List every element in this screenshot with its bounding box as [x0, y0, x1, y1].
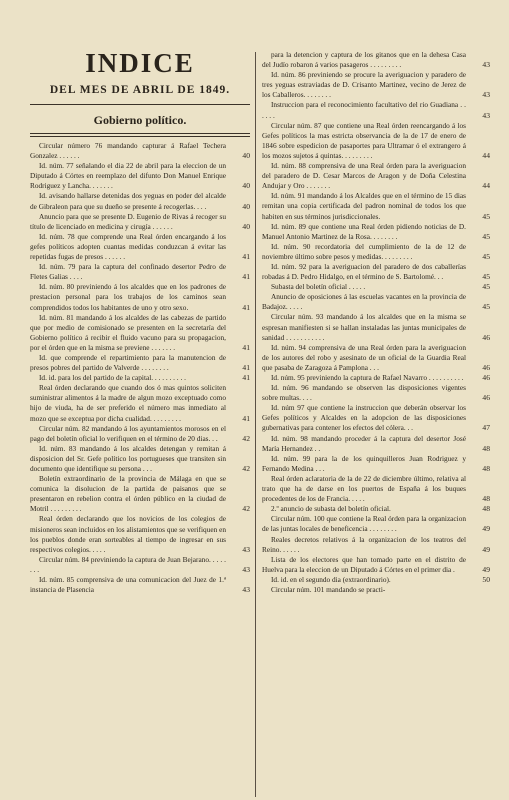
- entry-text: Id. núm. 94 comprensiva de una Real órden para la averiguacion de los autores del robo y asesinato de un oficial de la Guardia Real que pasaba de Zaragoza á Pamplona . . .: [262, 342, 466, 372]
- entry-text: Id. id. en el segundo dia (extraordinario).: [271, 574, 391, 584]
- index-entry: [262, 50, 490, 70]
- index-entry: [262, 161, 490, 191]
- entry-page-number: 49: [482, 524, 490, 534]
- entry-page-number: 49: [482, 564, 490, 574]
- entry-text: Id. núm. 77 señalando el dia 22 de abril para la eleccion de un Diputado á Córtes en reemplazo del difunto Don Manuel Enrique Rodriguez y Lancha. . . . . . .: [30, 161, 226, 191]
- entry-text: 2.º anuncio de subasta del boletín oficial.: [271, 504, 391, 514]
- index-entry: [30, 262, 250, 282]
- entry-page-number: 43: [482, 110, 490, 120]
- entry-text: Circular núm. 93 mandando á los alcaldes que en la misma se espresan manifiesten si se hallan instaladas las juntas municipales de sanidad . . . . . . . . . . .: [262, 312, 466, 342]
- entry-text: Id. núm. 88 comprensiva de una Real órden para la averiguacion del paradero de D. Cesar Marcos de Aragon y de Doña Celestina Andujar y Oro . . . . . . .: [262, 161, 466, 191]
- column-separator: [255, 52, 256, 797]
- entry-page-number: 46: [482, 362, 490, 372]
- entry-page-number: 45: [482, 272, 490, 282]
- index-entry: [30, 212, 250, 232]
- index-entry: [30, 514, 250, 554]
- entry-text: Id. núm. 83 mandando á los alcaldes detengan y remitan á disposicion del Sr. Gefe político los portugueses que transiten sin documento que identifique su persona . . .: [30, 443, 226, 473]
- entry-text: Instruccion para el reconocimiento facultativo del rio Guadiana . . . . . .: [262, 100, 466, 120]
- entry-text: Subasta del boletín oficial . . . . .: [271, 282, 366, 292]
- entry-page-number: 41: [242, 342, 250, 352]
- entry-page-number: 43: [242, 585, 250, 595]
- index-entry: [262, 555, 490, 575]
- index-entry: [262, 222, 490, 242]
- entry-text: Reales decretos relativos á la organizacion de los teatros del Reino. . . . . .: [262, 534, 466, 554]
- entry-page-number: 44: [482, 181, 490, 191]
- entry-page-number: 40: [242, 221, 250, 231]
- entry-text: Id. núm. 89 que contiene una Real órden pidiendo noticias de D. Manuel Antonio Martinez de la Rosa. . . . . . . .: [262, 221, 466, 241]
- entry-page-number: 43: [482, 60, 490, 70]
- index-subtitle: DEL MES DE ABRIL DE 1849.: [49, 84, 231, 96]
- entry-page-number: 41: [242, 373, 250, 383]
- index-entry: [262, 343, 490, 373]
- index-entry: [30, 141, 250, 161]
- entry-page-number: 45: [482, 302, 490, 312]
- entry-page-number: 41: [242, 252, 250, 262]
- index-entry: [262, 262, 490, 282]
- entry-text: Id. avisando hallarse detenidas dos yeguas en poder del alcalde de Gibraleon para que su dueño se presente á recogerlas. . . .: [30, 191, 226, 211]
- index-entry: [30, 444, 250, 474]
- entry-page-number: 42: [242, 433, 250, 443]
- entry-text: para la detencion y captura de los gitanos que en la dehesa Casa del Judío robaron á varios pasageros . . . . . . . . .: [262, 50, 466, 70]
- entry-text: Id. núm. 96 mandando se observen las disposiciones vigentes sobre multas. . . .: [262, 383, 466, 403]
- index-entry: [262, 292, 490, 312]
- entry-text: Circular número 76 mandando capturar á Rafael Techera Gonzalez . . . . . .: [30, 141, 226, 161]
- entry-text: Id. núm. 80 previniendo á los alcaldes que en los padrones de prestacion personal para los trabajos de los caminos sean comprendidos todos los habitantes de uno y otro sexo.: [30, 282, 226, 312]
- entry-page-number: 44: [482, 150, 490, 160]
- index-entry: [262, 191, 490, 221]
- entry-page-number: 45: [482, 211, 490, 221]
- entry-page-number: 46: [482, 393, 490, 403]
- entry-page-number: 42: [242, 464, 250, 473]
- divider: [30, 104, 250, 105]
- index-entry: [262, 585, 490, 595]
- entry-text: Id. que comprende el repartimiento para la manutencion de presos pobres del partido de Valverde . . . . . . . .: [30, 352, 226, 373]
- entry-text: Id. núm. 90 recordatoria del cumplimiento de la de 12 de noviembre último sobre pesos y medidas. . . . . . . . .: [262, 241, 466, 261]
- entry-page-number: 49: [482, 544, 490, 554]
- entry-page-number: 43: [242, 544, 250, 554]
- entry-text: Lista de los electores que han tomado parte en el distrito de Huelva para la eleccion de un Diputado á Córtes en el primer dia .: [262, 554, 466, 574]
- entry-text: Id. núm. 91 mandando á los Alcaldes que en el término de 15 dias remitan una copia certificada del padron nominal de todos los que habiten en sus términos jurisdiccionales.: [262, 191, 466, 221]
- index-entry: [30, 282, 250, 312]
- entry-text: Circular núm. 101 mandando se practi-: [271, 584, 386, 594]
- index-entry: [262, 312, 490, 342]
- index-entry: [262, 242, 490, 262]
- index-entry: [262, 454, 490, 474]
- entry-page-number: 41: [242, 413, 250, 423]
- divider: [30, 133, 250, 134]
- index-entry: [262, 70, 490, 100]
- entry-page-number: 45: [482, 231, 490, 241]
- entry-page-number: 48: [482, 504, 490, 514]
- entry-text: Circular núm. 100 que contiene la Real órden para la organizacion de las juntas locales de beneficencia . . . . . . . .: [262, 514, 466, 534]
- index-entry: [30, 555, 250, 575]
- entry-page-number: 41: [242, 363, 250, 373]
- entry-page-number: 47: [482, 423, 490, 433]
- index-entry: [30, 161, 250, 191]
- entry-page-number: 41: [242, 272, 250, 282]
- entry-page-number: 46: [482, 332, 490, 342]
- left-entry-list: [30, 141, 250, 595]
- entry-text: Id. núm 97 que contiene la instruccion que deberán observar los Gefes políticos y Alcaldes en la adopcion de las disposiciones gubernativas para contener los efectos del cólera. . .: [262, 403, 466, 433]
- entry-text: Real órden aclaratoria de la de 22 de diciembre último, relativa al trato que ha de darse en los puertos de España á los buques procedentes de los de Francia. . . . .: [262, 473, 466, 504]
- index-entry: [262, 100, 490, 120]
- entry-text: Id. núm. 85 comprensiva de una comunicacion del Juez de 1.ª instancia de Plasencia: [30, 575, 226, 595]
- entry-page-number: 46: [482, 373, 490, 382]
- index-entry: [30, 353, 250, 373]
- index-entry: [30, 313, 250, 353]
- right-entry-list: [262, 50, 490, 595]
- entry-text: Id. id. para los del partido de la capital. . . . . . . . . .: [39, 373, 186, 383]
- index-entry: [262, 575, 490, 585]
- index-entry: [262, 474, 490, 504]
- entry-page-number: 45: [482, 282, 490, 292]
- index-entry: [262, 403, 490, 433]
- entry-text: Id. núm. 78 que comprende una Real órden encargando á los gefes políticos adopten cuantas medidas conduzcan á evitar las repetidas fugas de presos . . . . . .: [30, 231, 226, 262]
- entry-page-number: 42: [242, 504, 250, 514]
- entry-page-number: 40: [242, 151, 250, 161]
- entry-text: Boletín extraordinario de la provincia de Málaga en que se comunica la disolucion de la partida de paisanos que se presentaron en rebelion contra el órden público en la ciudad de Motril . . . . . . . . .: [30, 474, 226, 514]
- index-entry: [262, 514, 490, 534]
- entry-page-number: 43: [482, 90, 490, 100]
- entry-page-number: 40: [242, 181, 250, 191]
- entry-page-number: 40: [242, 201, 250, 211]
- entry-text: Circular núm. 87 que contiene una Real órden reencargando á los Gefes políticos la mas estricta observancia de la de 17 de enero de 1846 sobre espedicion de pasaportes para Ultramar ó el extrangero á los mozos sujetos á quintas. . . . . . . . .: [262, 120, 466, 160]
- index-entry: [30, 575, 250, 595]
- divider: [30, 136, 250, 137]
- entry-text: Id. núm. 99 para la de los quinquilleros Juan Rodriguez y Fernando Medina . . .: [262, 453, 466, 473]
- entry-text: Id. núm. 86 previniendo se procure la averiguacion y paradero de tres yeguas estraviadas de D. Crisanto Martinez, vecino de Jerez de los Caballeros. . . . . . . .: [262, 70, 466, 100]
- index-entry: [262, 383, 490, 403]
- index-entry: [262, 282, 490, 292]
- index-title: INDICE: [85, 48, 195, 78]
- entry-text: Id. núm. 79 para la captura del confinado desertor Pedro de Fletes Galias . . . .: [30, 262, 226, 282]
- index-entry: [30, 474, 250, 514]
- entry-text: Real órden declarando que los novicios de los colegios de misioneros sean incluidos en los alistamientos que se verifiquen en los pueblos donde eran sorteables al tiempo de ingresar en sus respectivos colegios. . . . .: [30, 514, 226, 554]
- section-heading: Gobierno político.: [93, 113, 187, 127]
- index-entry: [30, 191, 250, 211]
- entry-text: Id. núm. 95 previniendo la captura de Rafael Navarro . . . . . . . . . .: [271, 373, 464, 382]
- index-entry: [262, 373, 490, 383]
- index-entry: [262, 535, 490, 555]
- entry-text: Anuncio para que se presente D. Eugenio de Rivas á recoger su título de licenciado en medicina y cirugía . . . . . .: [30, 211, 226, 231]
- entry-page-number: 45: [482, 251, 490, 261]
- entry-page-number: 48: [482, 443, 490, 453]
- index-entry: [262, 504, 490, 514]
- entry-text: Real órden declarando que cuando dos ó mas quintos soliciten suministrar alimentos á la madre de algun mozo exceptuado como hijo de viuda, ha de ser preferido el número mas inmediato al mozo que se exceptua por dicha cualidad. . . . . . . . .: [30, 383, 226, 423]
- index-entry: [30, 373, 250, 383]
- index-entry: [30, 424, 250, 444]
- entry-text: Anuncio de oposiciones á las escuelas vacantes en la provincia de Badajoz. . . . .: [262, 292, 466, 312]
- entry-text: Circular núm. 84 previniendo la captura de Juan Bejarano. . . . . . . .: [30, 554, 226, 574]
- entry-text: Id. núm. 92 para la averiguacion del paradero de dos caballerías robadas á D. Pedro Hidalgo, en el término de S. Bartolomé. . .: [262, 261, 466, 282]
- entry-page-number: 50: [482, 574, 490, 584]
- entry-text: Circular núm. 82 mandando á los ayuntamientos morosos en el pago del boletín oficial lo verifiquen en el término de 20 dias. . .: [30, 423, 226, 443]
- entry-page-number: 43: [242, 564, 250, 574]
- index-entry: [30, 232, 250, 262]
- entry-page-number: 48: [482, 494, 490, 504]
- entry-page-number: 48: [482, 463, 490, 473]
- entry-text: Id. núm. 81 mandando á los alcaldes de las cabezas de partido que por medio de comisionado se presenten en la secretaría del Gobierno político á recibir el fluido vacuno para su propagacion, por el órden que en la misma se previene . . . . . . .: [30, 312, 226, 352]
- index-entry: [262, 434, 490, 454]
- entry-text: Id. núm. 98 mandando proceder á la captura del desertor José María Hernandez . .: [262, 433, 466, 453]
- index-entry: [262, 121, 490, 161]
- index-entry: [30, 383, 250, 423]
- entry-page-number: 41: [242, 302, 250, 312]
